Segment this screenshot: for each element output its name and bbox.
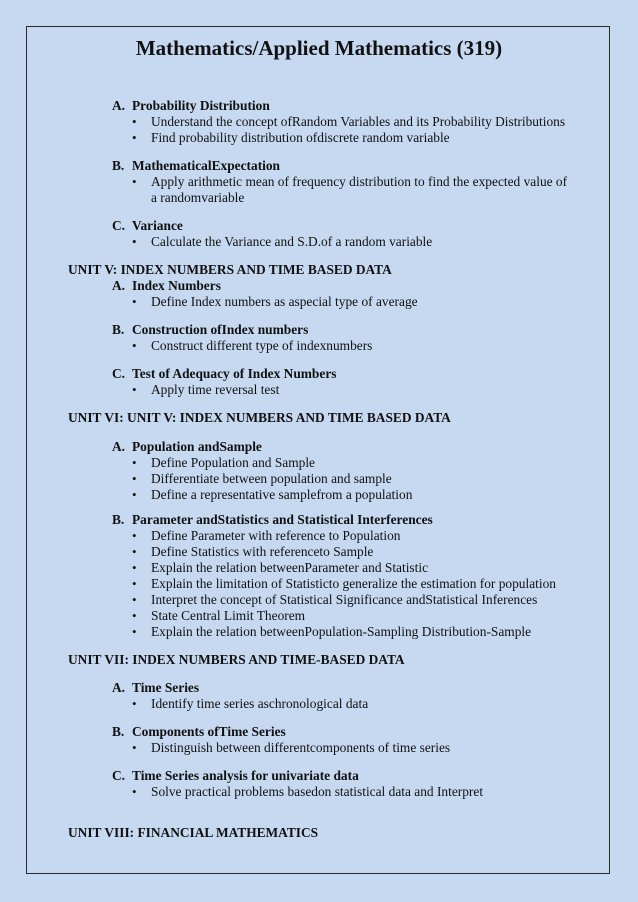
section-letter: C.: [112, 218, 126, 233]
list-item: Understand the concept ofRandom Variables and its Probability Distributions: [151, 114, 566, 129]
list-item: Construct different type of indexnumbers: [151, 338, 373, 353]
section-title-index-numbers: Index Numbers: [132, 278, 221, 293]
list-item: Define a representative samplefrom a population: [151, 487, 413, 502]
bullet-icon: •: [132, 130, 137, 145]
section-title-parameter-and-statistics: Parameter andStatistics and Statistical Interferences: [132, 512, 433, 527]
list-item: Distinguish between differentcomponents of time series: [151, 740, 451, 755]
section-letter: C.: [112, 366, 126, 381]
section-title-population-and-sample: Population andSample: [132, 439, 262, 454]
section-title-construction-index-numbers: Construction ofIndex numbers: [132, 322, 309, 337]
unit-heading-v: UNIT V: INDEX NUMBERS AND TIME BASED DATA: [68, 262, 392, 277]
bullet-icon: •: [132, 592, 137, 607]
list-item: Define Index numbers as aspecial type of average: [151, 294, 418, 309]
bullet-icon: •: [132, 528, 137, 543]
list-item: Apply time reversal test: [151, 382, 280, 397]
unit-heading-vii: UNIT VII: INDEX NUMBERS AND TIME-BASED DATA: [68, 652, 405, 667]
list-item: Apply arithmetic mean of frequency distribution to find the expected value of a randomvariable: [151, 174, 568, 205]
bullet-icon: •: [132, 382, 137, 397]
list-item: Identify time series aschronological data: [151, 696, 369, 711]
section-letter: A.: [112, 98, 126, 113]
section-title-test-of-adequacy: Test of Adequacy of Index Numbers: [132, 366, 337, 381]
list-item: Explain the relation betweenParameter and Statistic: [151, 560, 429, 575]
bullet-icon: •: [132, 624, 137, 639]
bullet-icon: •: [132, 560, 137, 575]
page-title: Mathematics/Applied Mathematics (319): [135, 36, 503, 60]
list-item: Define Parameter with reference to Population: [151, 528, 401, 543]
bullet-icon: •: [132, 455, 137, 470]
section-title-mathematical-expectation: MathematicalExpectation: [132, 158, 281, 173]
section-letter: A.: [112, 439, 126, 454]
bullet-icon: •: [132, 608, 137, 623]
list-item: Differentiate between population and sample: [151, 471, 392, 486]
section-title-probability-distribution: Probability Distribution: [132, 98, 270, 113]
bullet-icon: •: [132, 174, 137, 189]
list-item: State Central Limit Theorem: [151, 608, 306, 623]
bullet-icon: •: [132, 234, 137, 249]
bullet-icon: •: [132, 544, 137, 559]
bullet-icon: •: [132, 696, 137, 711]
bullet-icon: •: [132, 114, 137, 129]
list-item: Explain the relation betweenPopulation-Sampling Distribution-Sample: [151, 624, 532, 639]
bullet-icon: •: [132, 487, 137, 502]
section-title-variance: Variance: [132, 218, 183, 233]
unit-heading-viii: UNIT VIII: FINANCIAL MATHEMATICS: [68, 825, 319, 840]
list-item: Define Population and Sample: [151, 455, 316, 470]
section-letter: A.: [112, 278, 126, 293]
section-title-components-of-time-series: Components ofTime Series: [132, 724, 286, 739]
list-item: Define Statistics with referenceto Sample: [151, 544, 374, 559]
bullet-icon: •: [132, 338, 137, 353]
list-item: Calculate the Variance and S.D.of a random variable: [151, 234, 433, 249]
bullet-icon: •: [132, 294, 137, 309]
section-title-time-series: Time Series: [132, 680, 200, 695]
section-letter: C.: [112, 768, 126, 783]
unit-heading-vi: UNIT VI: UNIT V: INDEX NUMBERS AND TIME BASED DATA: [68, 410, 451, 425]
bullet-icon: •: [132, 784, 137, 799]
section-title-time-series-analysis: Time Series analysis for univariate data: [132, 768, 359, 783]
section-letter: B.: [112, 724, 125, 739]
bullet-icon: •: [132, 471, 137, 486]
section-letter: B.: [112, 512, 125, 527]
bullet-icon: •: [132, 740, 137, 755]
list-item: Explain the limitation of Statisticto generalize the estimation for population: [151, 576, 556, 591]
list-item: Solve practical problems basedon statistical data and Interpret: [151, 784, 484, 799]
list-item: Interpret the concept of Statistical Significance andStatistical Inferences: [151, 592, 538, 607]
section-letter: B.: [112, 322, 125, 337]
section-letter: A.: [112, 680, 126, 695]
bullet-icon: •: [132, 576, 137, 591]
list-item: Find probability distribution ofdiscrete random variable: [151, 130, 450, 145]
section-letter: B.: [112, 158, 125, 173]
